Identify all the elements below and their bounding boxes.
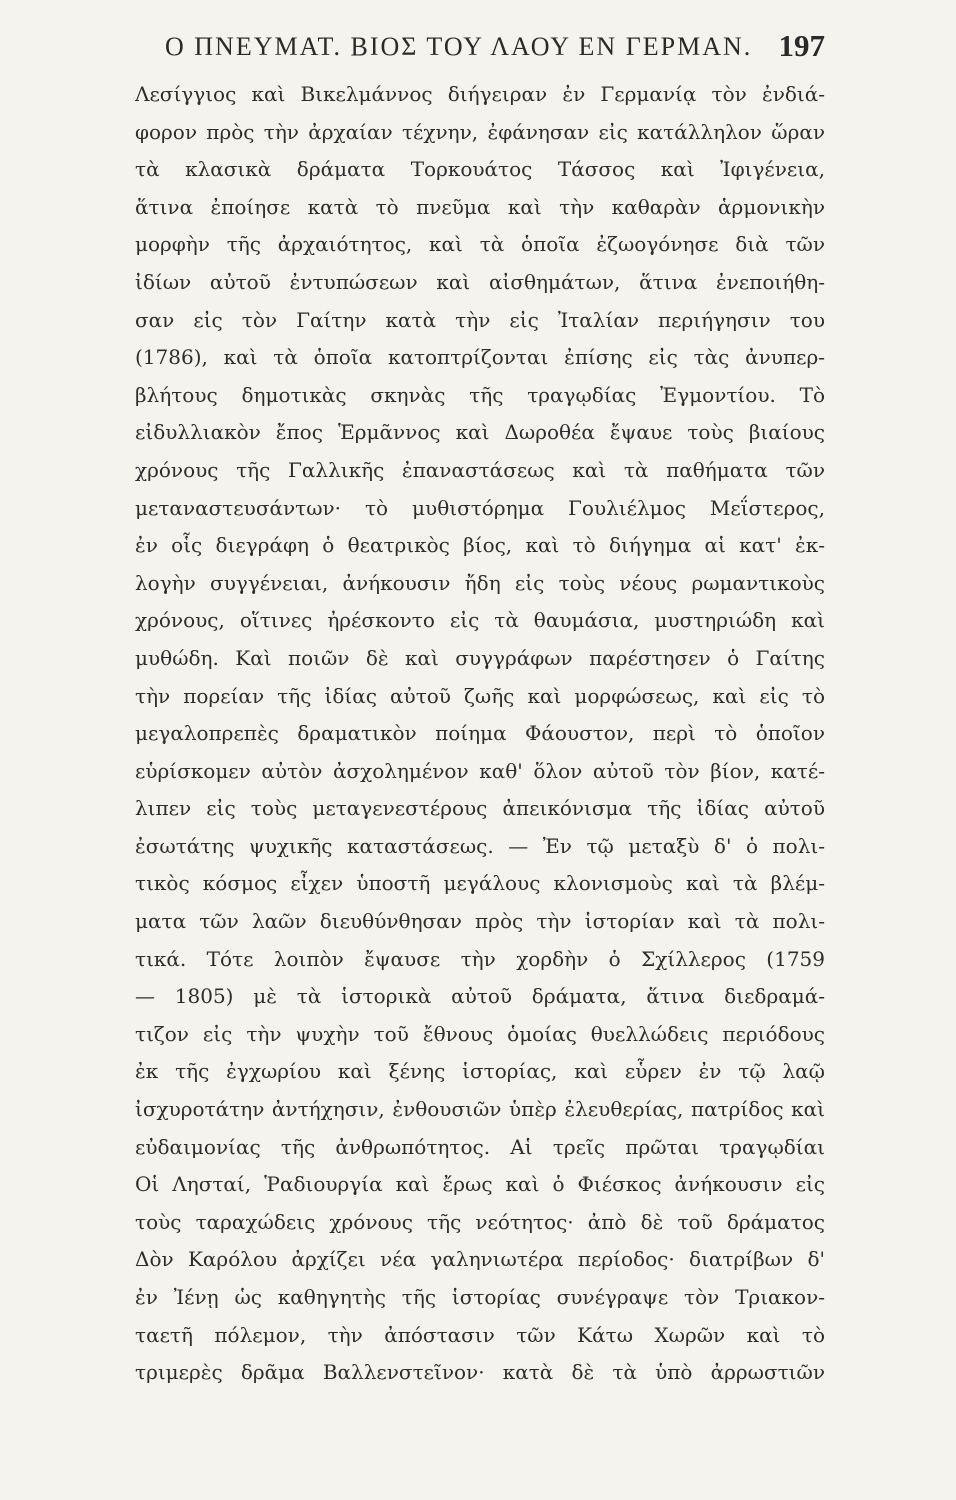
text-line: ἐν οἷς διεγράφη ὁ θεατρικὸς βίος, καὶ τὸ διήγημα αἱ κατ' ἐκ- (135, 533, 825, 558)
text-line: μυθώδη. Καὶ ποιῶν δὲ καὶ συγγράφων παρέστησεν ὁ Γαίτης (135, 645, 825, 670)
text-line: μεγαλοπρεπὲς δραματικὸν ποίημα Φάουστον, περὶ τὸ ὁποῖον (135, 721, 825, 746)
text-line: λιπεν εἰς τοὺς μεταγενεστέρους ἀπεικόνισμα τῆς ἰδίας αὐτοῦ (135, 796, 825, 821)
text-line: τὰ κλασικὰ δράματα Τορκουάτος Τάσσος καὶ Ἰφιγένεια, (135, 157, 825, 182)
text-line: ἐκ τῆς ἐγχωρίου καὶ ξένης ἱστορίας, καὶ εὗρεν ἐν τῷ λαῷ (135, 1059, 825, 1084)
text-line: ματα τῶν λαῶν διευθύνθησαν πρὸς τὴν ἱστορίαν καὶ τὰ πολι- (135, 909, 825, 934)
text-line: φορον πρὸς τὴν ἀρχαίαν τέχνην, ἐφάνησαν εἰς κατάλληλον ὥραν (135, 119, 825, 144)
text-line: εὐδαιμονίας τῆς ἀνθρωπότητος. Αἱ τρεῖς πρῶται τραγῳδίαι (135, 1134, 825, 1159)
text-line: εὑρίσκομεν αὐτὸν ἀσχολημένον καθ' ὅλον αὐτοῦ τὸν βίον, κατέ- (135, 758, 825, 783)
body-text (135, 76, 825, 1392)
text-line: (1786), καὶ τὰ ὁποῖα κατοπτρίζονται ἐπίσης εἰς τὰς ἀνυπερ- (135, 345, 825, 370)
text-line: τοὺς ταραχώδεις χρόνους τῆς νεότητος· ἀπὸ δὲ τοῦ δράματος (135, 1209, 825, 1234)
text-line: Οἱ Λησταί, Ῥαδιουργία καὶ ἔρως καὶ ὁ Φιέσκος ἀνήκουσιν εἰς (135, 1172, 825, 1197)
text-line: βλήτους δημοτικὰς σκηνὰς τῆς τραγῳδίας Ἐγμοντίου. Τὸ (135, 382, 825, 407)
text-line: Λεσίγγιος καὶ Βικελμάννος διήγειραν ἐν Γερμανίᾳ τὸν ἐνδιά- (135, 82, 825, 106)
page-number: 197 (778, 28, 825, 63)
text-line: τικὸς κόσμος εἶχεν ὑποστῆ μεγάλους κλονισμοὺς καὶ τὰ βλέμ- (135, 871, 825, 896)
running-head (135, 28, 825, 66)
text-line: μορφὴν τῆς ἀρχαιότητος, καὶ τὰ ὁποῖα ἐζωογόνησε διὰ τῶν (135, 232, 825, 257)
text-line: μεταναστευσάντων· τὸ μυθιστόρημα Γουλιέλμος Μεΐστερος, (135, 495, 825, 520)
text-line: σαν εἰς τὸν Γαίτην κατὰ τὴν εἰς Ἰταλίαν περιήγησιν του (135, 307, 825, 332)
text-line: ἐν Ἰένῃ ὡς καθηγητὴς τῆς ἱστορίας συνέγραψε τὸν Τριακον- (135, 1285, 825, 1309)
text-line: ταετῆ πόλεμον, τὴν ἀπόστασιν τῶν Κάτω Χωρῶν καὶ τὸ (135, 1322, 825, 1347)
text-line: χρόνους, οἵτινες ἠρέσκοντο εἰς τὰ θαυμάσια, μυστηριώδη καὶ (135, 608, 825, 633)
text-line: ἐσωτάτης ψυχικῆς καταστάσεως. — Ἐν τῷ μεταξὺ δ' ὁ πολι- (135, 833, 825, 858)
text-line: χρόνους τῆς Γαλλικῆς ἐπαναστάσεως καὶ τὰ παθήματα τῶν (135, 457, 825, 482)
running-title: Ο ΠΝΕΥΜΑΤ. ΒΙΟΣ ΤΟΥ ΛΑΟΥ ΕΝ ΓΕΡΜΑΝ. (165, 32, 753, 61)
text-line: — 1805) μὲ τὰ ἱστορικὰ αὐτοῦ δράματα, ἅτινα διεδραμά- (135, 984, 825, 1009)
text-line: λογὴν συγγένειαι, ἀνήκουσιν ἤδη εἰς τοὺς νέους ρωμαντικοὺς (135, 570, 825, 595)
text-line: τιζον εἰς τὴν ψυχὴν τοῦ ἔθνους ὁμοίας θυελλώδεις περιόδους (135, 1021, 825, 1046)
text-line: τριμερὲς δρᾶμα Βαλλενστεῖνον· κατὰ δὲ τὰ ὑπὸ ἀρρωστιῶν (135, 1360, 825, 1385)
text-line: τικά. Τότε λοιπὸν ἔψαυσε τὴν χορδὴν ὁ Σχίλλερος (1759 (135, 946, 825, 971)
text-line: εἰδυλλιακὸν ἔπος Ἑρμᾶννος καὶ Δωροθέα ἔψαυε τοὺς βιαίους (135, 420, 825, 445)
text-line: ἰσχυροτάτην ἀντήχησιν, ἐνθουσιῶν ὑπὲρ ἐλευθερίας, πατρίδος καὶ (135, 1097, 825, 1122)
text-line: ἰδίων αὐτοῦ ἐντυπώσεων καὶ αἰσθημάτων, ἅτινα ἐνεποιήθη- (135, 269, 825, 294)
text-line: ἅτινα ἐποίησε κατὰ τὸ πνεῦμα καὶ τὴν καθαρὰν ἁρμονικὴν (135, 194, 825, 219)
text-line: τὴν πορείαν τῆς ἰδίας αὐτοῦ ζωῆς καὶ μορφώσεως, καὶ εἰς τὸ (135, 683, 825, 708)
text-line: Δὸν Καρόλου ἀρχίζει νέα γαληνιωτέρα περίοδος· διατρίβων δ' (135, 1247, 825, 1272)
